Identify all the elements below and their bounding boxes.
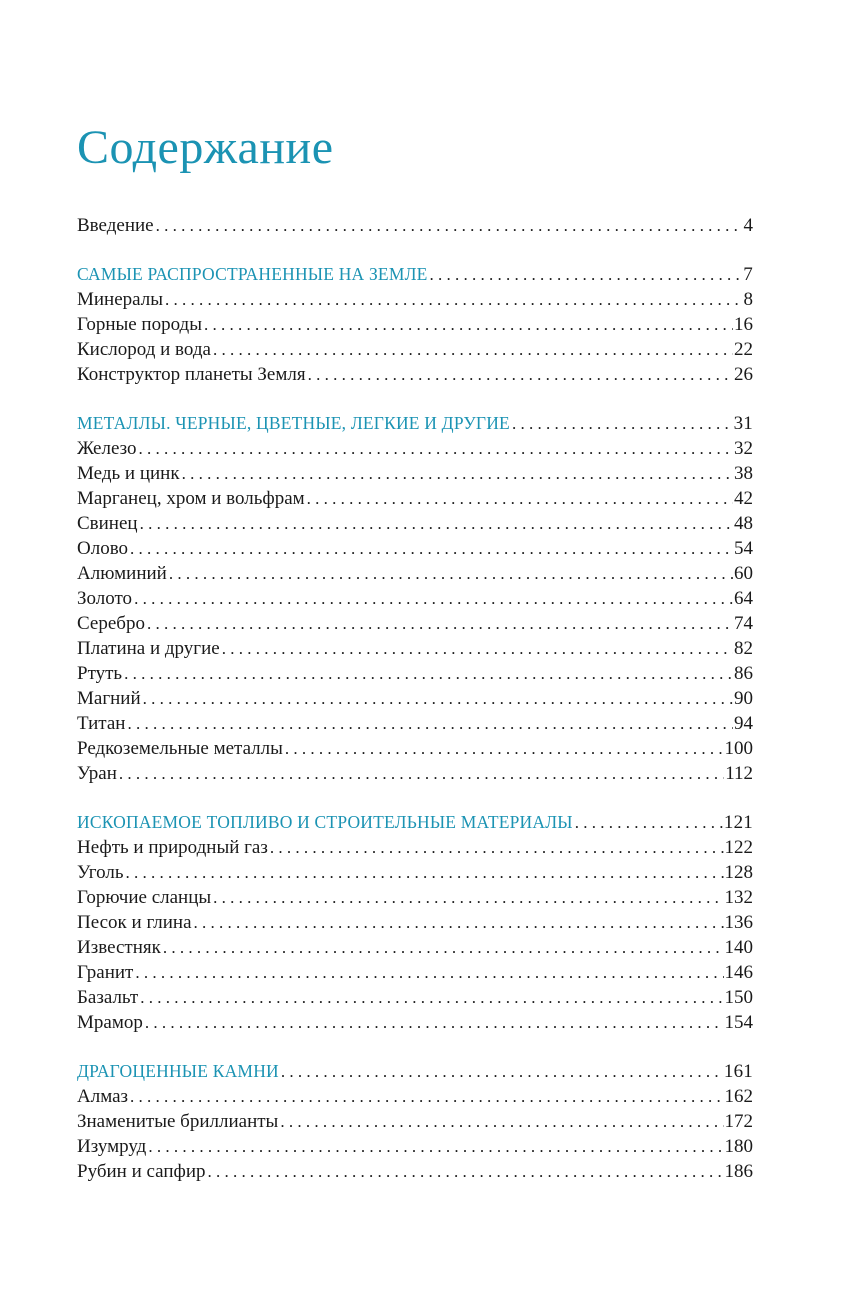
toc-entry-label: Редкоземельные металлы [77, 738, 283, 759]
table-of-contents [77, 213, 753, 1184]
dot-leader [163, 935, 724, 960]
toc-section-heading[interactable] [77, 1059, 753, 1084]
toc-page-number: 140 [724, 937, 753, 958]
toc-entry[interactable] [77, 686, 753, 711]
toc-page-number: 122 [724, 837, 753, 858]
toc-entry-label: Минералы [77, 289, 164, 310]
dot-leader [281, 1059, 723, 1084]
toc-page-number: 186 [724, 1161, 753, 1182]
toc-page-number: 150 [724, 987, 753, 1008]
toc-entry[interactable] [77, 436, 753, 461]
toc-entry-label: Уран [77, 763, 117, 784]
toc-entry[interactable] [77, 1159, 753, 1184]
dot-leader [169, 561, 733, 586]
toc-entry[interactable] [77, 1134, 753, 1159]
toc-page-number: 7 [743, 264, 753, 285]
toc-entry-label: Магний [77, 688, 141, 709]
dot-leader [204, 312, 733, 337]
toc-page-number: 146 [724, 962, 753, 983]
dot-leader [127, 711, 733, 736]
dot-leader [512, 411, 733, 436]
toc-page-number: 172 [724, 1111, 753, 1132]
page-title: Содержание [77, 121, 334, 174]
toc-entry[interactable] [77, 960, 753, 985]
toc-entry-label: Мрамор [77, 1012, 143, 1033]
dot-leader [147, 611, 733, 636]
dot-leader [143, 686, 733, 711]
toc-entry-label: Нефть и природный газ [77, 837, 268, 858]
toc-section-heading[interactable] [77, 810, 753, 835]
dot-leader [119, 761, 724, 786]
dot-leader [124, 661, 733, 686]
toc-entry-label: Базальт [77, 987, 139, 1008]
dot-leader [194, 910, 724, 935]
toc-entry-label: Алмаз [77, 1086, 129, 1107]
toc-page-number: 161 [723, 1061, 753, 1082]
toc-page-number: 128 [724, 862, 753, 883]
section-heading-label: ИСКОПАЕМОЕ ТОПЛИВО И СТРОИТЕЛЬНЫЕ МАТЕРИАЛЫ [77, 812, 573, 832]
toc-entry[interactable] [77, 1010, 753, 1035]
toc-page-number: 60 [734, 563, 753, 584]
toc-entry[interactable] [77, 561, 753, 586]
toc-page-number: 100 [724, 738, 753, 759]
dot-leader [145, 1010, 724, 1035]
toc-page-number: 74 [734, 613, 753, 634]
toc-entry[interactable] [77, 461, 753, 486]
toc-entry-label: Горючие сланцы [77, 887, 212, 908]
toc-page-number: 64 [734, 588, 753, 609]
toc-entry-label: Олово [77, 538, 129, 559]
toc-entry-label: Изумруд [77, 1136, 147, 1157]
toc-sections [77, 238, 753, 1184]
toc-entry[interactable] [77, 486, 753, 511]
toc-page-number: 112 [725, 763, 753, 784]
toc-page-number: 54 [734, 538, 753, 559]
toc-page-number: 154 [724, 1012, 753, 1033]
section-heading-label: САМЫЕ РАСПРОСТРАНЕННЫЕ НА ЗЕМЛЕ [77, 264, 428, 284]
toc-entry-label: Известняк [77, 937, 161, 958]
dot-leader [182, 461, 733, 486]
toc-entry-label: Знаменитые бриллианты [77, 1111, 279, 1132]
toc-entry[interactable] [77, 312, 753, 337]
toc-page-number: 26 [734, 364, 753, 385]
dot-leader [165, 287, 742, 312]
toc-entry-label: Песок и глина [77, 912, 192, 933]
toc-entry[interactable] [77, 362, 753, 387]
dot-leader [213, 885, 723, 910]
toc-page-number: 31 [733, 413, 753, 434]
toc-entry-label: Марганец, хром и вольфрам [77, 488, 305, 509]
dot-leader [430, 262, 743, 287]
toc-page-number: 86 [734, 663, 753, 684]
toc-page-number: 16 [734, 314, 753, 335]
toc-page-number: 82 [734, 638, 753, 659]
dot-leader [140, 511, 733, 536]
toc-section-heading[interactable] [77, 411, 753, 436]
toc-entry-label: Введение [77, 215, 154, 236]
toc-entry-label: Кислород и вода [77, 339, 211, 360]
toc-section-heading[interactable] [77, 262, 753, 287]
section-spacer [77, 387, 753, 411]
toc-entry[interactable] [77, 586, 753, 611]
section-spacer [77, 238, 753, 262]
toc-entry[interactable] [77, 636, 753, 661]
section-spacer [77, 1035, 753, 1059]
toc-entry[interactable] [77, 536, 753, 561]
toc-entry[interactable] [77, 935, 753, 960]
toc-entry[interactable] [77, 611, 753, 636]
dot-leader [135, 960, 723, 985]
toc-entry-label: Золото [77, 588, 133, 609]
dot-leader [308, 362, 733, 387]
toc-entry-label: Титан [77, 713, 126, 734]
dot-leader [148, 1134, 723, 1159]
toc-entry[interactable] [77, 736, 753, 761]
toc-entry[interactable] [77, 1109, 753, 1134]
toc-entry[interactable] [77, 910, 753, 935]
toc-page-number: 90 [734, 688, 753, 709]
toc-entry-label: Платина и другие [77, 638, 220, 659]
dot-leader [139, 436, 733, 461]
toc-page-number: 32 [734, 438, 753, 459]
toc-entry-label: Уголь [77, 862, 124, 883]
toc-entry[interactable] [77, 711, 753, 736]
toc-page-number: 4 [743, 215, 753, 236]
toc-page-number: 180 [724, 1136, 753, 1157]
section-spacer [77, 786, 753, 810]
toc-entry-label: Железо [77, 438, 137, 459]
toc-entry[interactable] [77, 885, 753, 910]
dot-leader [575, 810, 723, 835]
dot-leader [222, 636, 733, 661]
toc-page-number: 162 [724, 1086, 753, 1107]
toc-page-number: 136 [724, 912, 753, 933]
dot-leader [285, 736, 724, 761]
toc-entry[interactable] [77, 985, 753, 1010]
toc-entry-intro[interactable] [77, 213, 753, 238]
toc-entry[interactable] [77, 860, 753, 885]
toc-page-number: 8 [743, 289, 753, 310]
toc-entry-label: Конструктор планеты Земля [77, 364, 306, 385]
toc-entry[interactable] [77, 337, 753, 362]
toc-entry-label: Горные породы [77, 314, 202, 335]
toc-entry-label: Алюминий [77, 563, 167, 584]
toc-entry[interactable] [77, 835, 753, 860]
dot-leader [130, 1084, 723, 1109]
toc-page-number: 121 [723, 812, 753, 833]
toc-page-number: 38 [734, 463, 753, 484]
toc-page-number: 132 [724, 887, 753, 908]
toc-entry[interactable] [77, 511, 753, 536]
dot-leader [156, 213, 743, 238]
toc-entry-label: Медь и цинк [77, 463, 180, 484]
toc-entry[interactable] [77, 661, 753, 686]
toc-page-number: 94 [734, 713, 753, 734]
toc-page-number: 48 [734, 513, 753, 534]
toc-entry-label: Свинец [77, 513, 138, 534]
dot-leader [134, 586, 733, 611]
toc-page-number: 22 [734, 339, 753, 360]
toc-entry[interactable] [77, 1084, 753, 1109]
dot-leader [270, 835, 724, 860]
dot-leader [130, 536, 733, 561]
toc-entry-label: Серебро [77, 613, 145, 634]
dot-leader [280, 1109, 723, 1134]
toc-entry-label: Гранит [77, 962, 134, 983]
dot-leader [140, 985, 723, 1010]
dot-leader [207, 1159, 723, 1184]
dot-leader [213, 337, 733, 362]
dot-leader [307, 486, 733, 511]
toc-entry-label: Ртуть [77, 663, 123, 684]
toc-entry[interactable] [77, 287, 753, 312]
section-heading-label: ДРАГОЦЕННЫЕ КАМНИ [77, 1061, 279, 1081]
dot-leader [126, 860, 724, 885]
section-heading-label: МЕТАЛЛЫ. ЧЕРНЫЕ, ЦВЕТНЫЕ, ЛЕГКИЕ И ДРУГИЕ [77, 413, 510, 433]
toc-entry[interactable] [77, 761, 753, 786]
toc-entry-label: Рубин и сапфир [77, 1161, 206, 1182]
toc-page-number: 42 [734, 488, 753, 509]
